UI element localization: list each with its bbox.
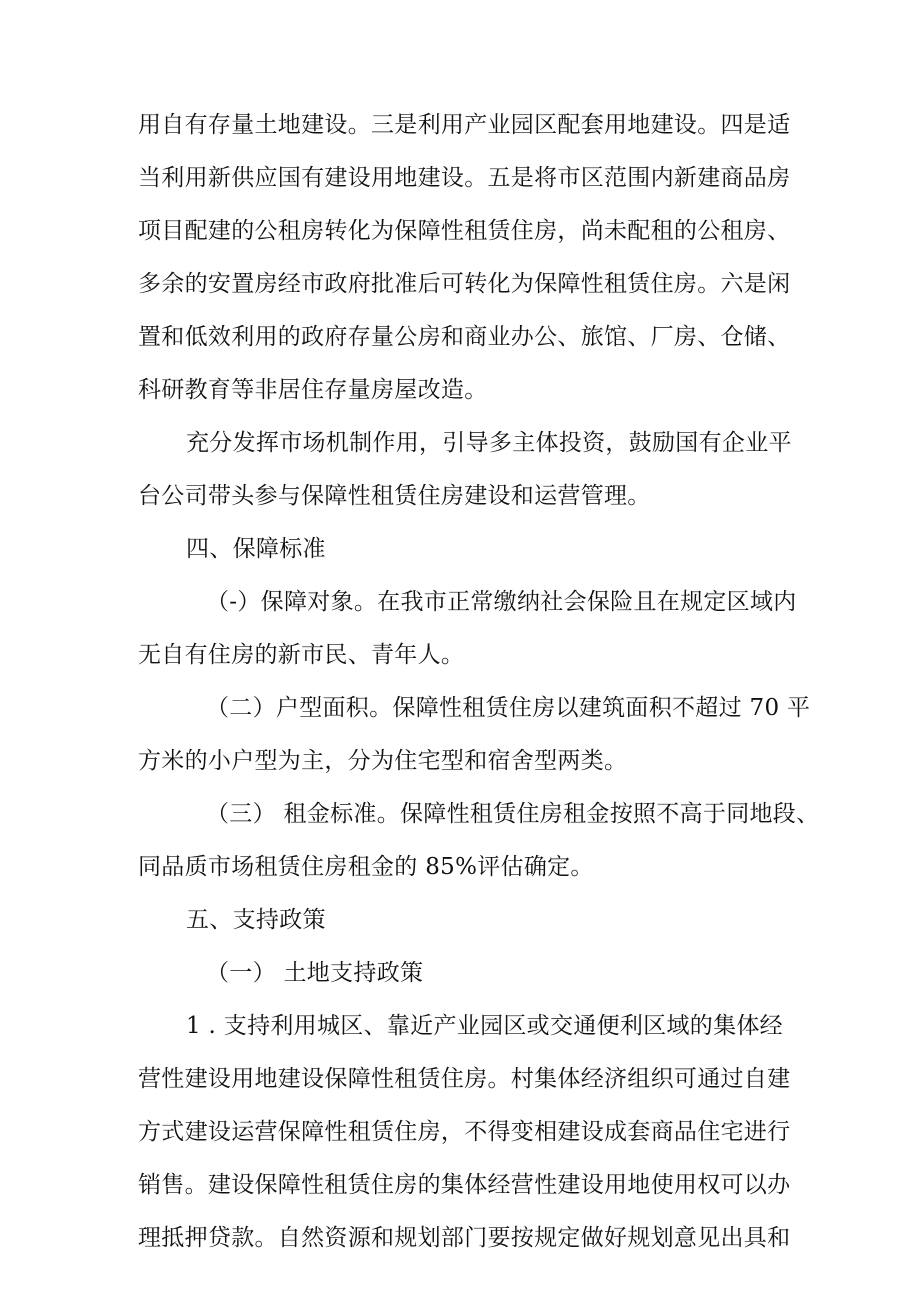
paragraph-first-line: （二）户型面积。保障性租赁住房以建筑面积不超过 70 平 bbox=[206, 695, 811, 721]
text-line: 科研教育等非居住存量房屋改造。 bbox=[138, 377, 488, 403]
text-line: 同品质市场租赁住房租金的 85%评估确定。 bbox=[138, 854, 594, 880]
text-line: 销售。建设保障性租赁住房的集体经营性建设用地使用权可以办 bbox=[138, 1172, 791, 1198]
text-line: 台公司带头参与保障性租赁住房建设和运营管理。 bbox=[138, 483, 651, 509]
subsection-heading: （一） 土地支持政策 bbox=[206, 960, 424, 986]
text-line: 当利用新供应国有建设用地建设。五是将市区范围内新建商品房 bbox=[138, 165, 791, 191]
paragraph-first-line: （-）保障对象。在我市正常缴纳社会保险且在规定区域内 bbox=[206, 589, 797, 615]
text-line: 无自有住房的新市民、青年人。 bbox=[138, 642, 465, 668]
text-line: 用自有存量土地建设。三是利用产业园区配套用地建设。四是适 bbox=[138, 112, 791, 138]
paragraph-first-line: 充分发挥市场机制作用，引导多主体投资，鼓励国有企业平 bbox=[186, 430, 792, 456]
text-line: 理抵押贷款。自然资源和规划部门要按规定做好规划意见出具和 bbox=[138, 1225, 791, 1251]
paragraph-first-line: 1 . 支持利用城区、靠近产业园区或交通便利区域的集体经 bbox=[186, 1013, 783, 1039]
section-heading: 四、保障标准 bbox=[186, 536, 326, 562]
text-line: 方式建设运营保障性租赁住房，不得变相建设成套商品住宅进行 bbox=[138, 1119, 791, 1145]
text-line: 多余的安置房经市政府批准后可转化为保障性租赁住房。六是闲 bbox=[138, 271, 791, 297]
text-line: 项目配建的公租房转化为保障性租赁住房，尚未配租的公租房、 bbox=[138, 218, 791, 244]
paragraph-first-line: （三） 租金标准。保障性租赁住房租金按照不高于同地段、 bbox=[206, 801, 820, 827]
text-line: 营性建设用地建设保障性租赁住房。村集体经济组织可通过自建 bbox=[138, 1066, 791, 1092]
section-heading: 五、支持政策 bbox=[186, 907, 326, 933]
text-line: 方米的小户型为主，分为住宅型和宿舍型两类。 bbox=[138, 748, 628, 774]
text-line: 置和低效利用的政府存量公房和商业办公、旅馆、厂房、仓储、 bbox=[138, 324, 791, 350]
